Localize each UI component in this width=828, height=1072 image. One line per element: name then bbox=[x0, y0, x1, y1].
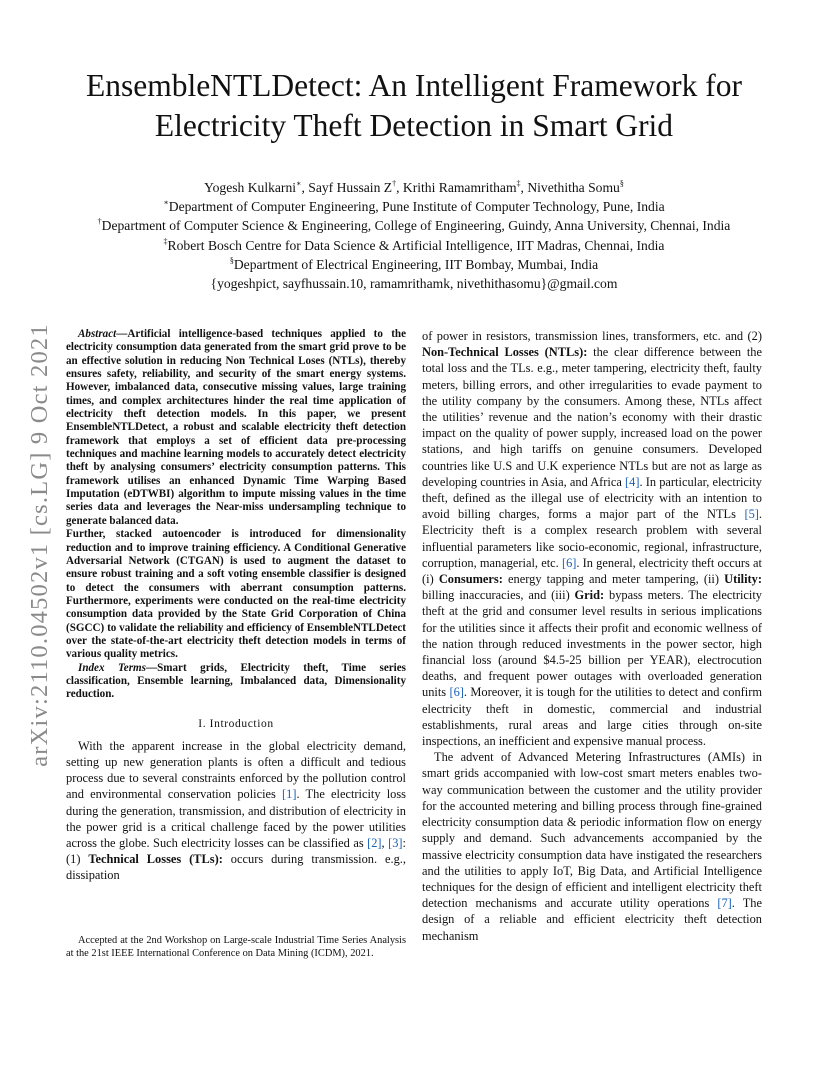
title-line-1: EnsembleNTLDetect: An Intelligent Framework for bbox=[85, 68, 743, 103]
abstract-continued: Further, stacked autoencoder is introduced for dimensionality reduction and to improve training efficiency. A Conditional Generative Adversarial Network (CTGAN) is used to augment the dataset to ensure robust training and a soft voting ensemble classifier is designed to detect the consumers with aberrant consumption patterns. Furthermore, experiments were conducted on the real-time electricity consumption data provided by the State Grid Corporation of China (SGCC) to validate the reliability and efficiency of EnsembleNTLDetect over the state-of-the-art electricity theft detection models in terms of various quality metrics. bbox=[66, 528, 406, 661]
affiliation-4: §Department of Electrical Engineering, IIT Bombay, Mumbai, India bbox=[229, 255, 599, 272]
section-heading-introduction: I. Introduction bbox=[198, 717, 274, 730]
index-terms bbox=[66, 662, 406, 702]
affiliation-2: †Department of Computer Science & Engineering, College of Engineering, Guindy, Anna University, Chennai, India bbox=[97, 217, 731, 234]
arxiv-identifier-text: arXiv:2110.04502v1 [cs.LG] 9 Oct 2021 bbox=[26, 323, 53, 767]
abstract-label: Abstract bbox=[78, 328, 117, 340]
bold-term: Technical Losses (TLs): bbox=[88, 852, 223, 867]
affiliation-3: ‡Robert Bosch Centre for Data Science & Artificial Intelligence, IIT Madras, Chennai, India bbox=[163, 236, 665, 253]
intro-paragraph-1-continued: of power in resistors, transmission lines, transformers, etc. and (2) Non-Technical Losses (NTLs): the clear difference between the total loss and the TLs. e.g., meter tampering, electricity theft, faulty meters, billing errors, and other irregularities to evade payment to the utility company by the consumers. Among these, NTLs affect the utilities’ revenue and the nation’s economy with their drastic impact on the quality of power supply, increased load on the power stations, and high tariffs on genuine consumers. Developed countries like U.S and U.K experience NTLs but are not as large as developing countries in Asia, and Africa [4]. In particular, electricity theft, defined as the illegal use of electricity with an intention to avoid billing charges, forms a major part of the NTLs [5]. Electricity theft is a complex research problem with several influential parameters like socio-economic, regional, infrastructure, corruption, managerial, etc. [6]. In general, electricity theft occurs at (i) Consumers: energy tapping and meter tampering, (ii) Utility: billing inaccuracies, and (iii) Grid: bypass meters. The electricity theft at the grid and consumer level results in serious implications for the utilities since it affects their profit and economic wellness of the nation through reduced investments in the power sector, high financial loss (around $4.5-25 billion per YEAR), electrocution deaths, and frequent power outages with overloaded generation units [6]. Moreover, it is tough for the utilities to detect and confirm electricity theft in domestic, commercial and industrial establishments, rural areas and large cities through on-site inspections, an inefficient and expensive manual process. bbox=[422, 329, 762, 749]
arxiv-identifier-stamp[interactable] bbox=[22, 295, 58, 795]
author-names: Yogesh Kulkarni∗, Sayf Hussain Z†, Krithi Ramamritham‡, Nivethitha Somu§ bbox=[204, 179, 624, 195]
right-column bbox=[422, 328, 762, 944]
citation-link[interactable]: [3] bbox=[388, 836, 403, 851]
citation-link[interactable]: [4] bbox=[625, 474, 640, 489]
bold-term: Non-Technical Losses (NTLs): bbox=[422, 345, 588, 360]
citation-link[interactable]: [7] bbox=[717, 896, 732, 911]
abstract bbox=[66, 328, 406, 528]
citation-link[interactable]: [2] bbox=[367, 836, 382, 851]
title-line-2: Electricity Theft Detection in Smart Grid bbox=[154, 108, 674, 143]
author-block bbox=[40, 178, 788, 293]
bold-term: Utility: bbox=[724, 572, 762, 587]
footnote: Accepted at the 2nd Workshop on Large-scale Industrial Time Series Analysis at the 21st IEEE International Conference on Data Mining (ICDM), 2021. bbox=[66, 935, 406, 959]
citation-link[interactable]: [1] bbox=[282, 787, 297, 802]
paper-title bbox=[40, 66, 788, 146]
left-column bbox=[66, 328, 406, 884]
intro-paragraph-1: With the apparent increase in the global electricity demand, setting up new generation plants is often a difficult and tedious process due to several constraints enforced by the pollution control and environmental conservation policies [1]. The electricity loss during the generation, transmission, and distribution of electricity in the power grid is a critical challenge faced by the power utilities across the globe. Such electricity losses can be classified as [2], [3]: (1) Technical Losses (TLs): occurs during transmission. e.g., dissipation bbox=[66, 738, 406, 883]
author-emails: {yogeshpict, sayfhussain.10, ramamrithamk, nivethithasomu}@gmail.com bbox=[210, 276, 618, 292]
bold-term: Consumers: bbox=[438, 572, 503, 587]
citation-link[interactable]: [6] bbox=[561, 555, 577, 570]
index-terms-label: Index Terms bbox=[78, 661, 146, 674]
affiliation-1: ∗Department of Computer Engineering, Pune Institute of Computer Technology, Pune, India bbox=[163, 198, 665, 215]
bold-term: Grid: bbox=[574, 588, 605, 603]
abstract-text: —Artificial intelligence-based techniques applied to the electricity consumption data generated from the smart grid prove to be an effective solution in reducing Non Technical Loses (NTLs), thereby ensures safety, reliability, and security of the smart energy systems. However, imbalanced data, consecutive missing values, large training times, and complex architectures hinder the real time application of electricity theft detection models. In this paper, we present EnsembleNTLDetect, a robust and scalable electricity theft detection framework that employs a set of efficient data pre-processing techniques and machine learning models to accurately detect electricity theft by analysing consumers’ electricity consumption patterns. This framework utilises an enhanced Dynamic Time Warping Based Imputation (eDTWBI) algorithm to impute missing values in the time series data and leverages the Near-miss undersampling technique to generate balanced data. bbox=[66, 328, 406, 527]
citation-link[interactable]: [5] bbox=[744, 507, 759, 522]
citation-link[interactable]: [6] bbox=[449, 685, 464, 700]
index-terms-text: —Smart grids, Electricity theft, Time series classification, Ensemble learning, Imbalanced data, Dimensionality reduction. bbox=[66, 661, 406, 701]
intro-paragraph-2: The advent of Advanced Metering Infrastructures (AMIs) in smart grids accompanied with low-cost smart meters enables two-way communication between the customer and the utility provider for the accounted metering and billing process through fine-grained electricity consumption data & periodic information flow on energy supply and demand. Such advancements accompanied by the massive electricity consumption data have instigated the researchers and the utilities to apply IoT, Big Data, and Artificial Intelligence techniques for the design of efficient and intelligent electricity theft detection mechanisms and accurate utility operations [7]. The design of a reliable and efficient electricity theft detection mechanism bbox=[422, 750, 762, 943]
